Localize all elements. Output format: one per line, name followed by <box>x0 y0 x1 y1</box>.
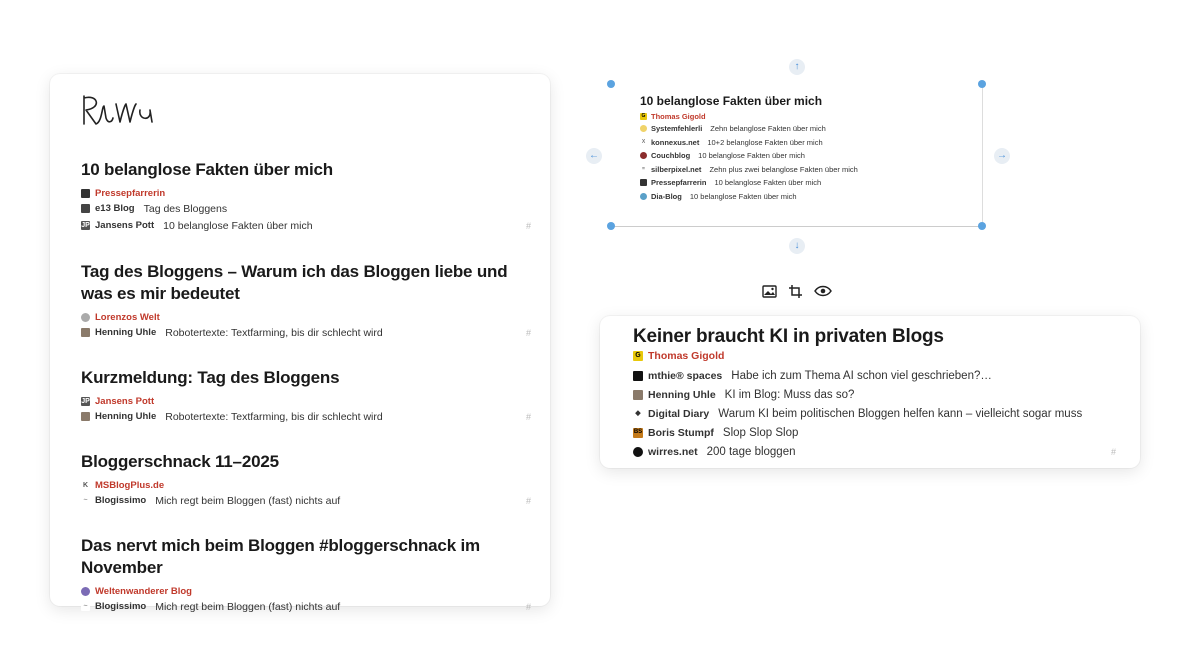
mini-story-title[interactable]: 10 belanglose Fakten über mich <box>640 94 823 108</box>
permalink-hash[interactable]: # <box>525 601 531 612</box>
widget-toolbar <box>756 276 836 306</box>
arrow-up-icon[interactable]: ↑ <box>789 59 805 75</box>
permalink-hash[interactable]: # <box>525 495 531 506</box>
story-title[interactable]: Kurzmeldung: Tag des Bloggens <box>81 368 340 387</box>
related-row[interactable]: ~ Blogissimo Mich regt beim Bloggen (fast) nichts auf # <box>81 598 521 615</box>
blog-favicon-icon <box>81 412 90 421</box>
blog-favicon-icon: BS <box>633 428 643 438</box>
blog-favicon-icon <box>640 152 647 159</box>
blog-favicon-icon: ~ <box>81 602 90 611</box>
blog-favicon-icon <box>640 193 647 200</box>
mini-related-row[interactable]: X konnexus.net 10+2 belanglose Fakten über mich <box>641 137 823 147</box>
blog-favicon-icon: K <box>82 481 89 489</box>
story-source[interactable]: Lorenzos Welt <box>81 310 521 324</box>
selected-widget-frame[interactable] <box>611 84 982 226</box>
blog-favicon-icon <box>640 179 647 186</box>
blog-favicon-icon: = <box>640 166 647 173</box>
mini-related-row[interactable]: = silberpixel.net Zehn plus zwei belanglose Fakten über mich <box>640 163 970 177</box>
related-list <box>633 366 1116 461</box>
mini-related-row[interactable]: Systemfehlerli Zehn belanglose Fakten über mich <box>640 122 970 136</box>
arrow-right-icon[interactable]: → <box>994 148 1010 164</box>
related-row[interactable]: Henning Uhle Robotertexte: Textfarming, bis dir schlecht wird # <box>81 324 521 341</box>
blog-favicon-icon: JP <box>81 397 90 405</box>
blog-favicon-icon <box>633 390 643 400</box>
story-title[interactable]: 10 belanglose Fakten über mich <box>81 160 333 179</box>
related-row[interactable]: JP Jansens Pott 10 belanglose Fakten über mich # <box>81 219 531 232</box>
blog-favicon-icon <box>81 587 90 596</box>
blog-favicon-icon: X <box>641 138 646 145</box>
story <box>81 535 531 615</box>
related-row[interactable]: ~ Blogissimo Mich regt beim Bloggen (fast) nichts auf # <box>81 492 521 509</box>
story <box>81 159 531 234</box>
mini-story-source[interactable]: G Thomas Gigold <box>641 112 706 121</box>
story-source[interactable]: Pressepfarrerin <box>81 186 521 200</box>
blog-favicon-icon <box>640 125 647 132</box>
widget-preview <box>611 84 983 227</box>
story <box>81 367 531 425</box>
logo-icon <box>80 92 180 128</box>
story <box>81 261 531 341</box>
blog-favicon-icon <box>81 313 90 322</box>
blog-favicon-icon: G <box>633 351 643 361</box>
story-source[interactable]: JP Jansens Pott <box>81 395 155 407</box>
blog-favicon-icon <box>633 447 643 457</box>
story <box>81 451 531 509</box>
story-source[interactable]: G Thomas Gigold <box>633 350 724 362</box>
blog-favicon-icon <box>81 328 90 337</box>
blog-favicon-icon: JP <box>81 222 90 229</box>
mini-story <box>640 94 970 203</box>
story-source[interactable]: K MSBlogPlus.de <box>82 479 165 491</box>
permalink-hash[interactable]: # <box>525 411 531 422</box>
image-icon[interactable] <box>759 281 779 301</box>
related-row[interactable]: mthie® spaces Habe ich zum Thema AI schon viel geschrieben?… <box>633 366 1113 385</box>
related-row[interactable]: e13 Blog Tag des Bloggens <box>81 200 521 217</box>
story-title[interactable]: Keiner braucht KI in privaten Blogs <box>633 326 944 347</box>
resize-handle-bottom-left[interactable] <box>607 222 615 230</box>
blog-favicon-icon <box>81 204 90 213</box>
eye-icon[interactable] <box>813 281 833 301</box>
feed-card <box>50 74 550 613</box>
story-title[interactable]: Bloggerschnack 11–2025 <box>81 452 279 471</box>
rivva-logo[interactable] <box>80 92 180 133</box>
related-row[interactable]: ◆ Digital Diary Warum KI beim politischen Bloggen helfen kann – vielleicht sogar muss <box>633 404 1113 423</box>
permalink-hash[interactable]: # <box>525 220 531 231</box>
mini-related-row[interactable]: Dia-Blog 10 belanglose Fakten über mich <box>640 190 970 204</box>
related-row[interactable]: BS Boris Stumpf Slop Slop Slop <box>633 426 799 439</box>
related-row[interactable]: Henning Uhle Robotertexte: Textfarming, bis dir schlecht wird # <box>81 408 521 425</box>
story-source[interactable]: Weltenwanderer Blog <box>81 584 521 598</box>
blog-favicon-icon <box>633 371 643 381</box>
permalink-hash[interactable]: # <box>525 327 531 338</box>
story-title[interactable]: Tag des Bloggens – Warum ich das Bloggen liebe und was es mir bedeutet <box>81 262 508 303</box>
blog-favicon-icon: ◆ <box>633 409 643 419</box>
related-row[interactable]: wirres.net 200 tage bloggen # <box>633 442 1113 461</box>
blog-favicon-icon: G <box>641 113 646 119</box>
blog-favicon-icon <box>81 189 90 198</box>
resize-handle-bottom-right[interactable] <box>978 222 986 230</box>
arrow-down-icon[interactable]: ↓ <box>789 238 805 254</box>
crop-icon[interactable] <box>786 281 806 301</box>
story-card <box>600 316 1140 468</box>
mini-related-row[interactable]: Pressepfarrerin 10 belanglose Fakten über mich <box>640 176 970 190</box>
story-title[interactable]: Das nervt mich beim Bloggen #bloggerschnack im November <box>81 536 480 577</box>
arrow-left-icon[interactable]: ← <box>586 148 602 164</box>
related-row[interactable]: Henning Uhle KI im Blog: Muss das so? <box>633 385 1113 404</box>
permalink-hash[interactable]: # <box>1110 446 1116 457</box>
resize-handle-top-left[interactable] <box>607 80 615 88</box>
blog-favicon-icon: ~ <box>81 496 90 505</box>
resize-handle-top-right[interactable] <box>978 80 986 88</box>
mini-related-row[interactable]: Couchblog 10 belanglose Fakten über mich <box>640 149 970 163</box>
